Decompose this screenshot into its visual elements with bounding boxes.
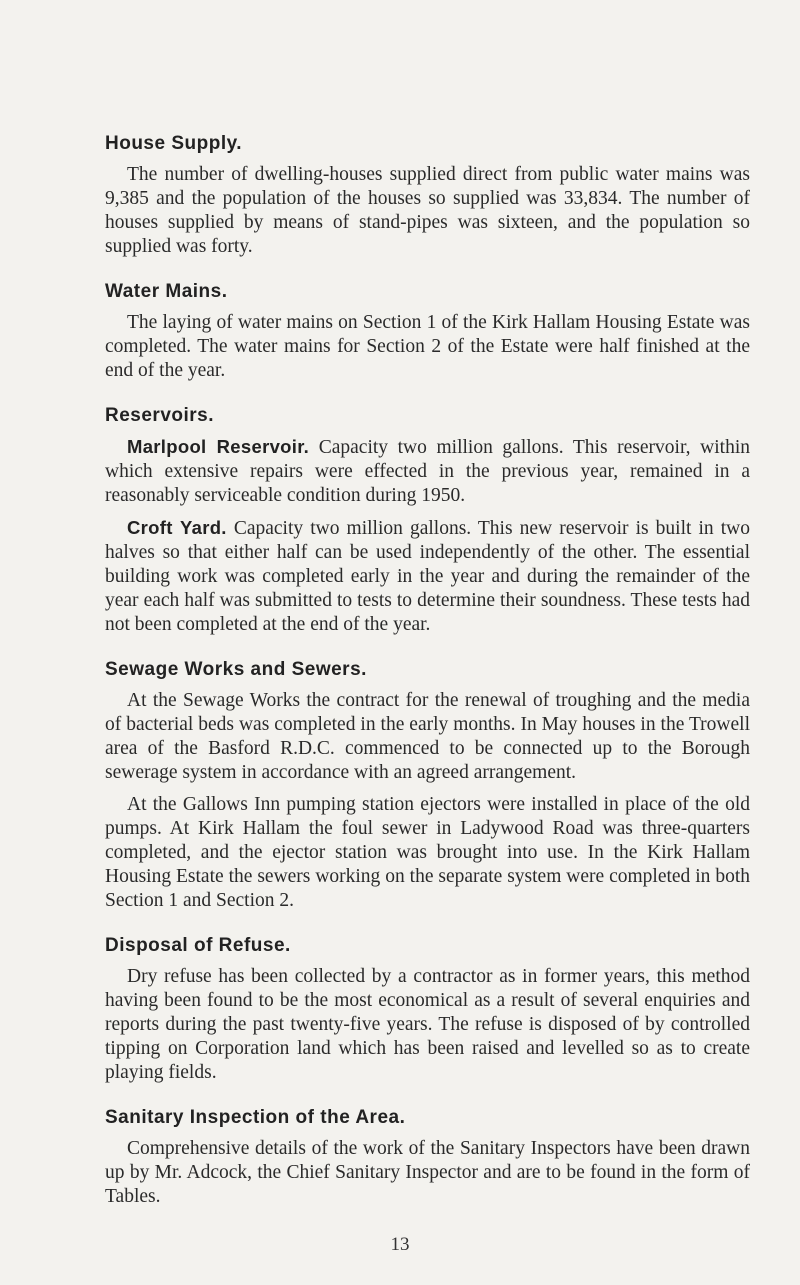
heading-sewage: Sewage Works and Sewers. (105, 659, 367, 680)
text-croft-yard: Capacity two million gallons. This new reservoir is built in two halves so that either half can be used independently of the other. The essential building work was completed early in the year and during the remainder of the year each half was submitted to tests to determine their soundness. These tests had not been completed at the end of the year. (105, 518, 750, 635)
section-reservoirs (105, 404, 750, 637)
subheading-croft-yard: Croft Yard. (127, 517, 227, 538)
paragraph-sanitary: Comprehensive details of the work of the Sanitary Inspectors have been drawn up by Mr. Adcock, the Chief Sanitary Inspector and are to be found in the form of Tables. (105, 1138, 750, 1207)
heading-water-mains: Water Mains. (105, 281, 228, 302)
section-sewage (105, 658, 750, 913)
heading-reservoirs: Reservoirs. (105, 405, 215, 426)
heading-sanitary: Sanitary Inspection of the Area. (105, 1107, 406, 1128)
paragraph-sewage-1: At the Sewage Works the contract for the renewal of troughing and the media of bacterial beds was completed in the early months. In May houses in the Trowell area of the Basford R.D.C. commenced to be connected up to the Borough sewerage system in accordance with an agreed arrangement. (105, 690, 750, 783)
section-house-supply (105, 132, 750, 259)
heading-refuse: Disposal of Refuse. (105, 935, 291, 956)
section-water-mains (105, 280, 750, 383)
page-number: 13 (390, 1234, 410, 1255)
paragraph-water-mains: The laying of water mains on Section 1 of the Kirk Hallam Housing Estate was completed. The water mains for Section 2 of the Estate were half finished at the end of the year. (105, 312, 750, 381)
section-refuse (105, 934, 750, 1085)
section-sanitary (105, 1106, 750, 1209)
text-marlpool: Capacity two million gallons. This reservoir, within which extensive repairs were effected in the previous year, remained in a reasonably serviceable condition during 1950. (105, 437, 750, 506)
subheading-marlpool: Marlpool Reservoir. (127, 436, 310, 457)
paragraph-refuse: Dry refuse has been collected by a contractor as in former years, this method having been found to be the most economical as a result of several enquiries and reports during the past twenty-five years. The refuse is disposed of by controlled tipping on Corporation land which has been raised and levelled so as to create playing fields. (105, 966, 750, 1083)
heading-house-supply: House Supply. (105, 133, 243, 154)
paragraph-house-supply: The number of dwelling-houses supplied direct from public water mains was 9,385 and the population of the houses so supplied was 33,834. The number of houses supplied by means of stand-pipes was sixteen, and the population so supplied was forty. (105, 164, 750, 257)
paragraph-croft-yard (105, 516, 750, 637)
paragraph-sewage-2: At the Gallows Inn pumping station ejectors were installed in place of the old pumps. At Kirk Hallam the foul sewer in Ladywood Road was three-quarters completed, and the ejector station was brought into use. In the Kirk Hallam Housing Estate the sewers working on the separate system were completed in both Section 1 and Section 2. (105, 794, 750, 911)
paragraph-marlpool (105, 435, 750, 508)
